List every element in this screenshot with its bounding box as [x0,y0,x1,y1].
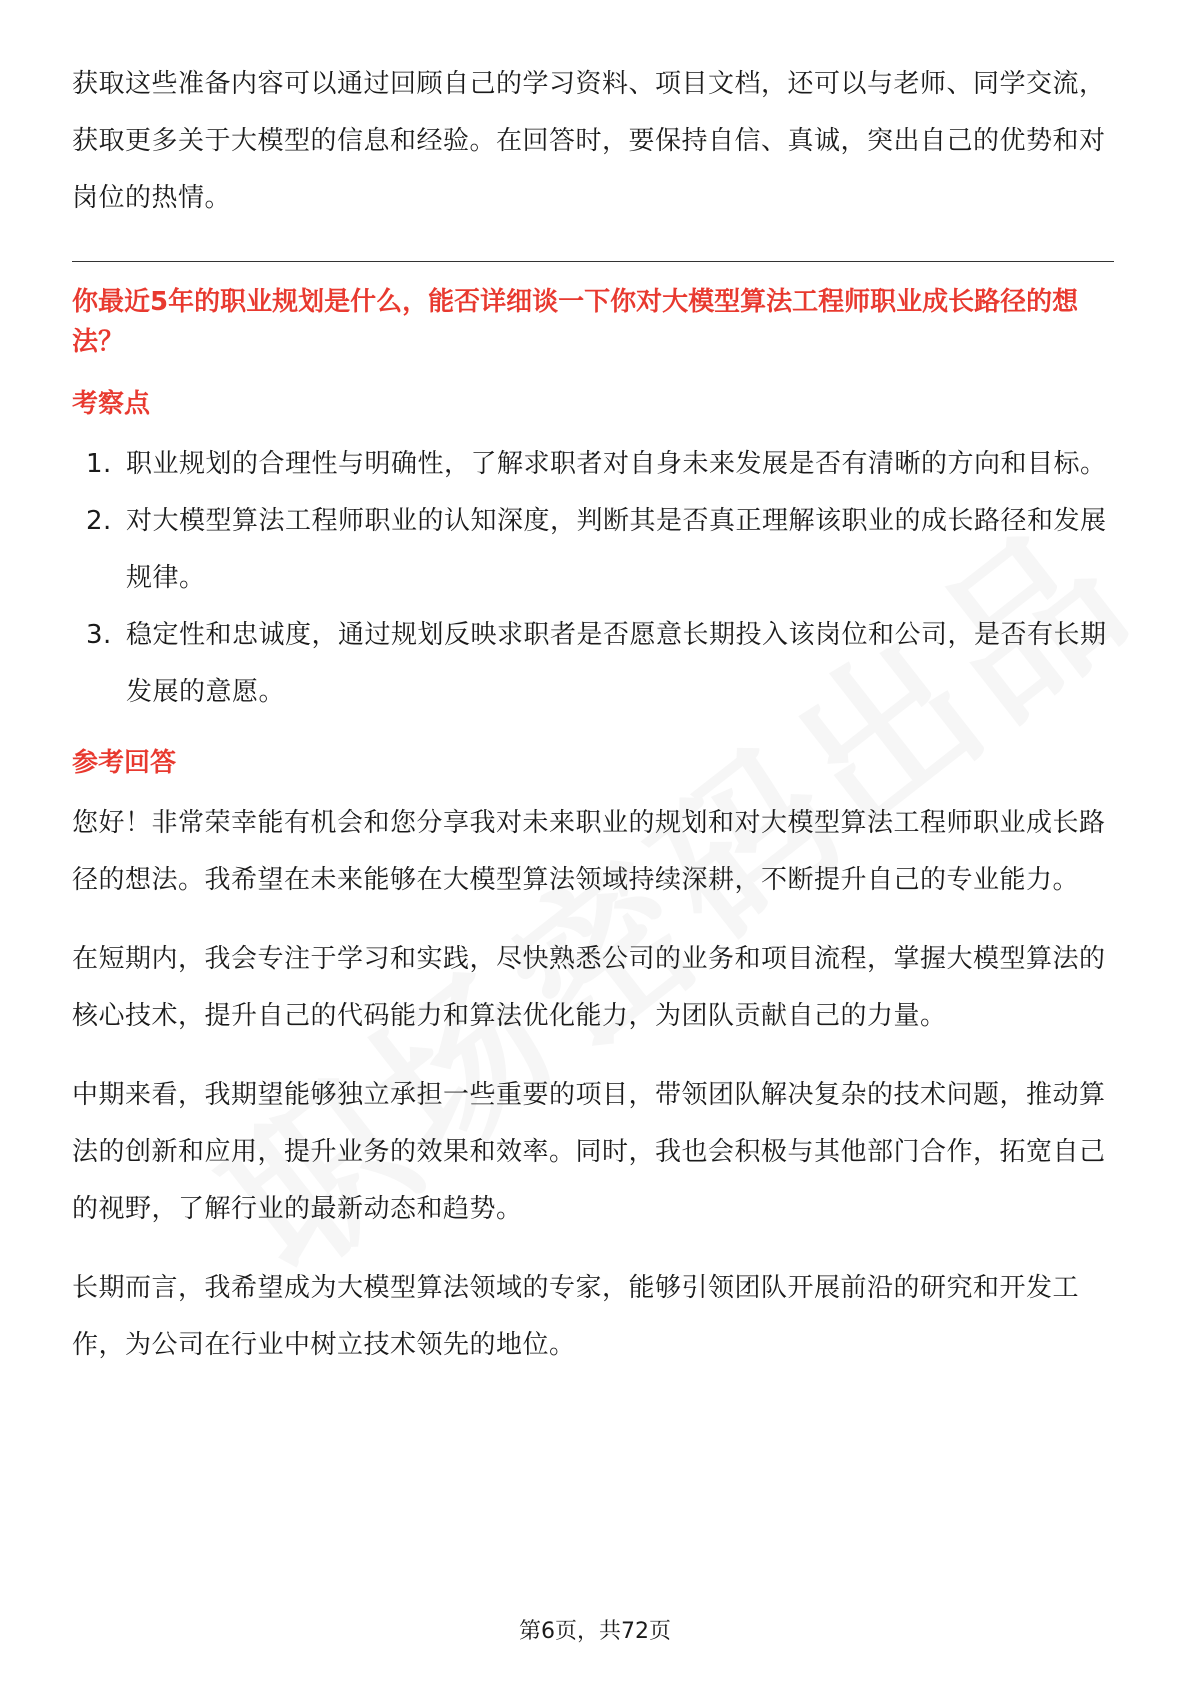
assessment-item [72,493,1114,607]
answer-paragraph: 长期而言，我希望成为大模型算法领域的专家，能够引领团队开展前沿的研究和开发工作，为公司在行业中树立技术领先的地位。 [72,1273,1080,1360]
answer-body [72,795,1114,1374]
page-number: 第6页，共72页 [519,1619,671,1644]
answer-paragraph: 您好！非常荣幸能有机会和您分享我对未来职业的规划和对大模型算法工程师职业成长路径的想法。我希望在未来能够在大模型算法领域持续深耕，不断提升自己的专业能力。 [72,808,1106,895]
list-item-text: 对大模型算法工程师职业的认知深度，判断其是否真正理解该职业的成长路径和发展规律。 [126,506,1107,593]
list-item-text: 职业规划的合理性与明确性，了解求职者对自身未来发展是否有清晰的方向和目标。 [126,449,1107,479]
answer-heading: 参考回答 [72,748,177,778]
intro-paragraph: 获取这些准备内容可以通过回顾自己的学习资料、项目文档，还可以与老师、同学交流，获取更多关于大模型的信息和经验。在回答时，要保持自信、真诚，突出自己的优势和对岗位的热情。 [72,69,1106,213]
assessment-item [72,436,1114,493]
list-number: 1. [86,449,112,479]
answer-paragraph: 在短期内，我会专注于学习和实践，尽快熟悉公司的业务和项目流程，掌握大模型算法的核心技术，提升自己的代码能力和算法优化能力，为团队贡献自己的力量。 [72,944,1106,1031]
list-number: 2. [86,506,112,536]
list-item-text: 稳定性和忠诚度，通过规划反映求职者是否愿意长期投入该岗位和公司，是否有长期发展的意愿。 [126,620,1107,707]
question-heading: 你最近5年的职业规划是什么，能否详细谈一下你对大模型算法工程师职业成长路径的想法？ [72,287,1079,357]
list-number: 3. [86,620,112,650]
page-content [72,56,1114,1374]
assessment-heading: 考察点 [72,389,151,419]
assessment-list [72,436,1114,721]
answer-paragraph: 中期来看，我期望能够独立承担一些重要的项目，带领团队解决复杂的技术问题，推动算法的创新和应用，提升业务的效果和效率。同时，我也会积极与其他部门合作，拓宽自己的视野，了解行业的最新动态和趋势。 [72,1080,1106,1224]
section-divider [72,261,1114,262]
assessment-item [72,607,1114,721]
